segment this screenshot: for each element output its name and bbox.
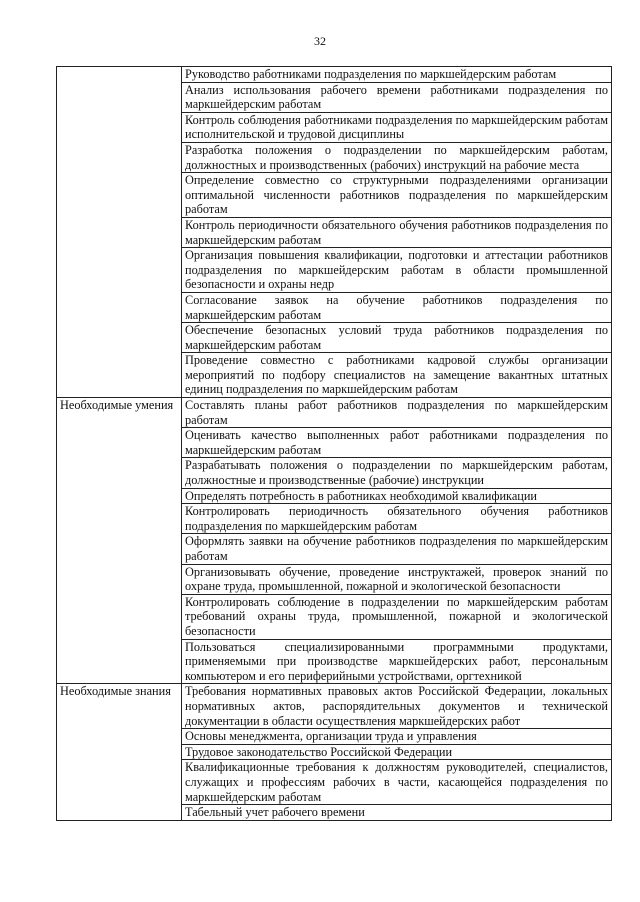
- item-text: Трудовое законодательство Российской Федерации: [182, 744, 612, 760]
- item-text: Обеспечение безопасных условий труда работников подразделения по маркшейдерским работам: [182, 323, 612, 353]
- section-label: Необходимые умения: [57, 398, 182, 684]
- table-body: [57, 67, 612, 821]
- item-text: Пользоваться специализированными программными продуктами, применяемыми при производстве маркшейдерских работ, персональным компьютером и его периферийными устройствами, оргтехникой: [182, 639, 612, 684]
- item-text: Организация повышения квалификации, подготовки и аттестации работников подразделения по маркшейдерским работам в области промышленной безопасности и охраны недр: [182, 248, 612, 293]
- item-text: Руководство работниками подразделения по маркшейдерским работам: [182, 67, 612, 83]
- item-text: Требования нормативных правовых актов Российской Федерации, локальных нормативных актов, распорядительных документов и технической документации в области осуществления маркшейдерских работ: [182, 684, 612, 729]
- item-text: Контролировать периодичность обязательного обучения работников подразделения по маркшейдерским работам: [182, 504, 612, 534]
- item-text: Контролировать соблюдение в подразделении по маркшейдерским работам требований охраны труда, промышленной, пожарной и экологической безопасности: [182, 594, 612, 639]
- competency-table: [56, 66, 612, 821]
- item-text: Контроль периодичности обязательного обучения работников подразделения по маркшейдерским работам: [182, 217, 612, 247]
- table-row: [57, 398, 612, 428]
- item-text: Контроль соблюдения работниками подразделения по маркшейдерским работам исполнительской и трудовой дисциплины: [182, 112, 612, 142]
- item-text: Определение совместно со структурными подразделениями организации оптимальной численности работников подразделения по маркшейдерским работам: [182, 173, 612, 218]
- section-label: Необходимые знания: [57, 684, 182, 820]
- table-row: [57, 684, 612, 729]
- item-text: Составлять планы работ работников подразделения по маркшейдерским работам: [182, 398, 612, 428]
- item-text: Проведение совместно с работниками кадровой службы организации мероприятий по подбору специалистов на замещение вакантных штатных единиц подразделения по маркшейдерским работам: [182, 353, 612, 398]
- item-text: Разрабатывать положения о подразделении по маркшейдерским работам, должностные и производственные (рабочие) инструкции: [182, 458, 612, 488]
- item-text: Определять потребность в работниках необходимой квалификации: [182, 488, 612, 504]
- table-row: [57, 67, 612, 83]
- item-text: Квалификационные требования к должностям руководителей, специалистов, служащих и профессиям рабочих в части, касающейся подразделения по маркшейдерским работам: [182, 760, 612, 805]
- item-text: Оценивать качество выполненных работ работниками подразделения по маркшейдерским работам: [182, 428, 612, 458]
- section-label: [57, 67, 182, 398]
- item-text: Основы менеджмента, организации труда и управления: [182, 729, 612, 745]
- item-text: Согласование заявок на обучение работников подразделения по маркшейдерским работам: [182, 292, 612, 322]
- item-text: Анализ использования рабочего времени работниками подразделения по маркшейдерским работам: [182, 82, 612, 112]
- item-text: Разработка положения о подразделении по маркшейдерским работам, должностных и производственных (рабочих) инструкций на рабочие места: [182, 142, 612, 172]
- item-text: Табельный учет рабочего времени: [182, 805, 612, 821]
- item-text: Организовывать обучение, проведение инструктажей, проверок знаний по охране труда, промышленной, пожарной и экологической безопасности: [182, 564, 612, 594]
- page-number: 32: [314, 34, 326, 48]
- item-text: Оформлять заявки на обучение работников подразделения по маркшейдерским работам: [182, 534, 612, 564]
